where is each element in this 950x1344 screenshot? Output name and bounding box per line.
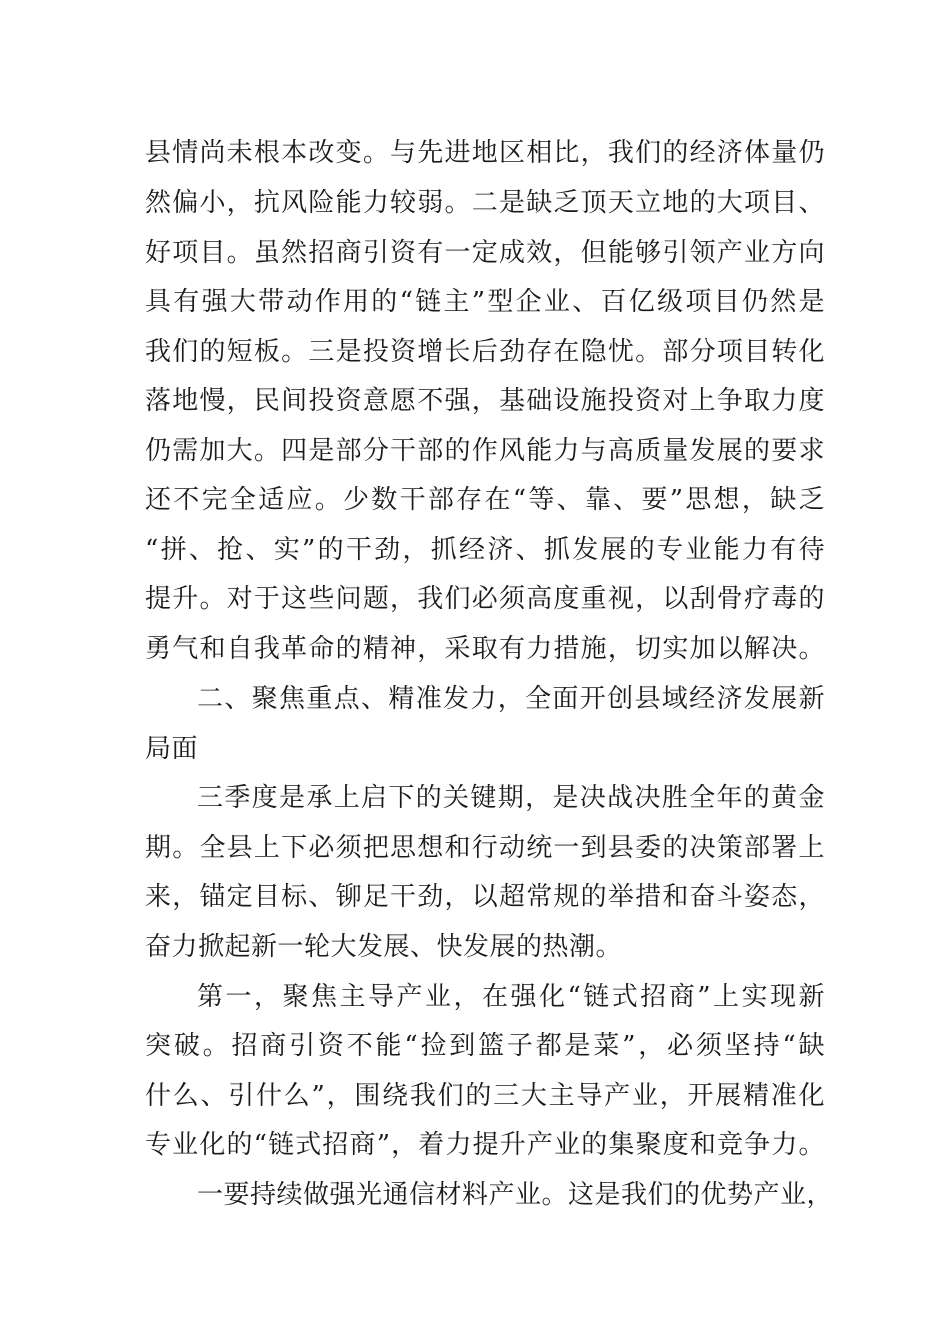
text-line: 专业化的“链式招商”，着力提升产业的集聚度和竞争力。 [145,1130,825,1160]
text-line: 提升。对于这些问题，我们必须高度重视，以刮骨疗毒的 [145,584,825,614]
text-line: 期。全县上下必须把思想和行动统一到县委的决策部署上 [145,833,825,863]
text-line: “拼、抢、实”的干劲，抓经济、抓发展的专业能力有待 [145,535,825,565]
text-line: 奋力掀起新一轮大发展、快发展的热潮。 [145,932,623,962]
text-line: 什么、引什么”，围绕我们的三大主导产业，开展精准化 [145,1081,825,1111]
text-line: 落地慢，民间投资意愿不强，基础设施投资对上争取力度 [145,386,825,416]
text-line: 好项目。虽然招商引资有一定成效，但能够引领产业方向 [145,238,825,268]
text-line: 一要持续做强光通信材料产业。这是我们的优势产业， [197,1180,834,1210]
text-line: 我们的短板。三是投资增长后劲存在隐忧。部分项目转化 [145,337,825,367]
text-line: 然偏小，抗风险能力较弱。二是缺乏顶天立地的大项目、 [145,188,825,218]
text-line: 第一，聚焦主导产业，在强化“链式招商”上实现新 [197,982,825,1012]
text-line: 还不完全适应。少数干部存在“等、靠、要”思想，缺乏 [145,485,825,515]
text-line: 三季度是承上启下的关键期，是决战决胜全年的黄金 [197,783,825,813]
text-line: 具有强大带动作用的“链主”型企业、百亿级项目仍然是 [145,287,825,317]
section-heading-continuation: 局面 [145,734,199,764]
text-line: 仍需加大。四是部分干部的作风能力与高质量发展的要求 [145,436,825,466]
text-line: 来，锚定目标、铆足干劲，以超常规的举措和奋斗姿态， [145,882,825,912]
text-line: 勇气和自我革命的精神，采取有力措施，切实加以解决。 [145,634,825,664]
text-line: 县情尚未根本改变。与先进地区相比，我们的经济体量仍 [145,138,825,168]
text-line: 突破。招商引资不能“捡到篮子都是菜”，必须坚持“缺 [145,1031,825,1061]
section-heading: 二、聚焦重点、精准发力，全面开创县域经济发展新 [197,684,825,714]
